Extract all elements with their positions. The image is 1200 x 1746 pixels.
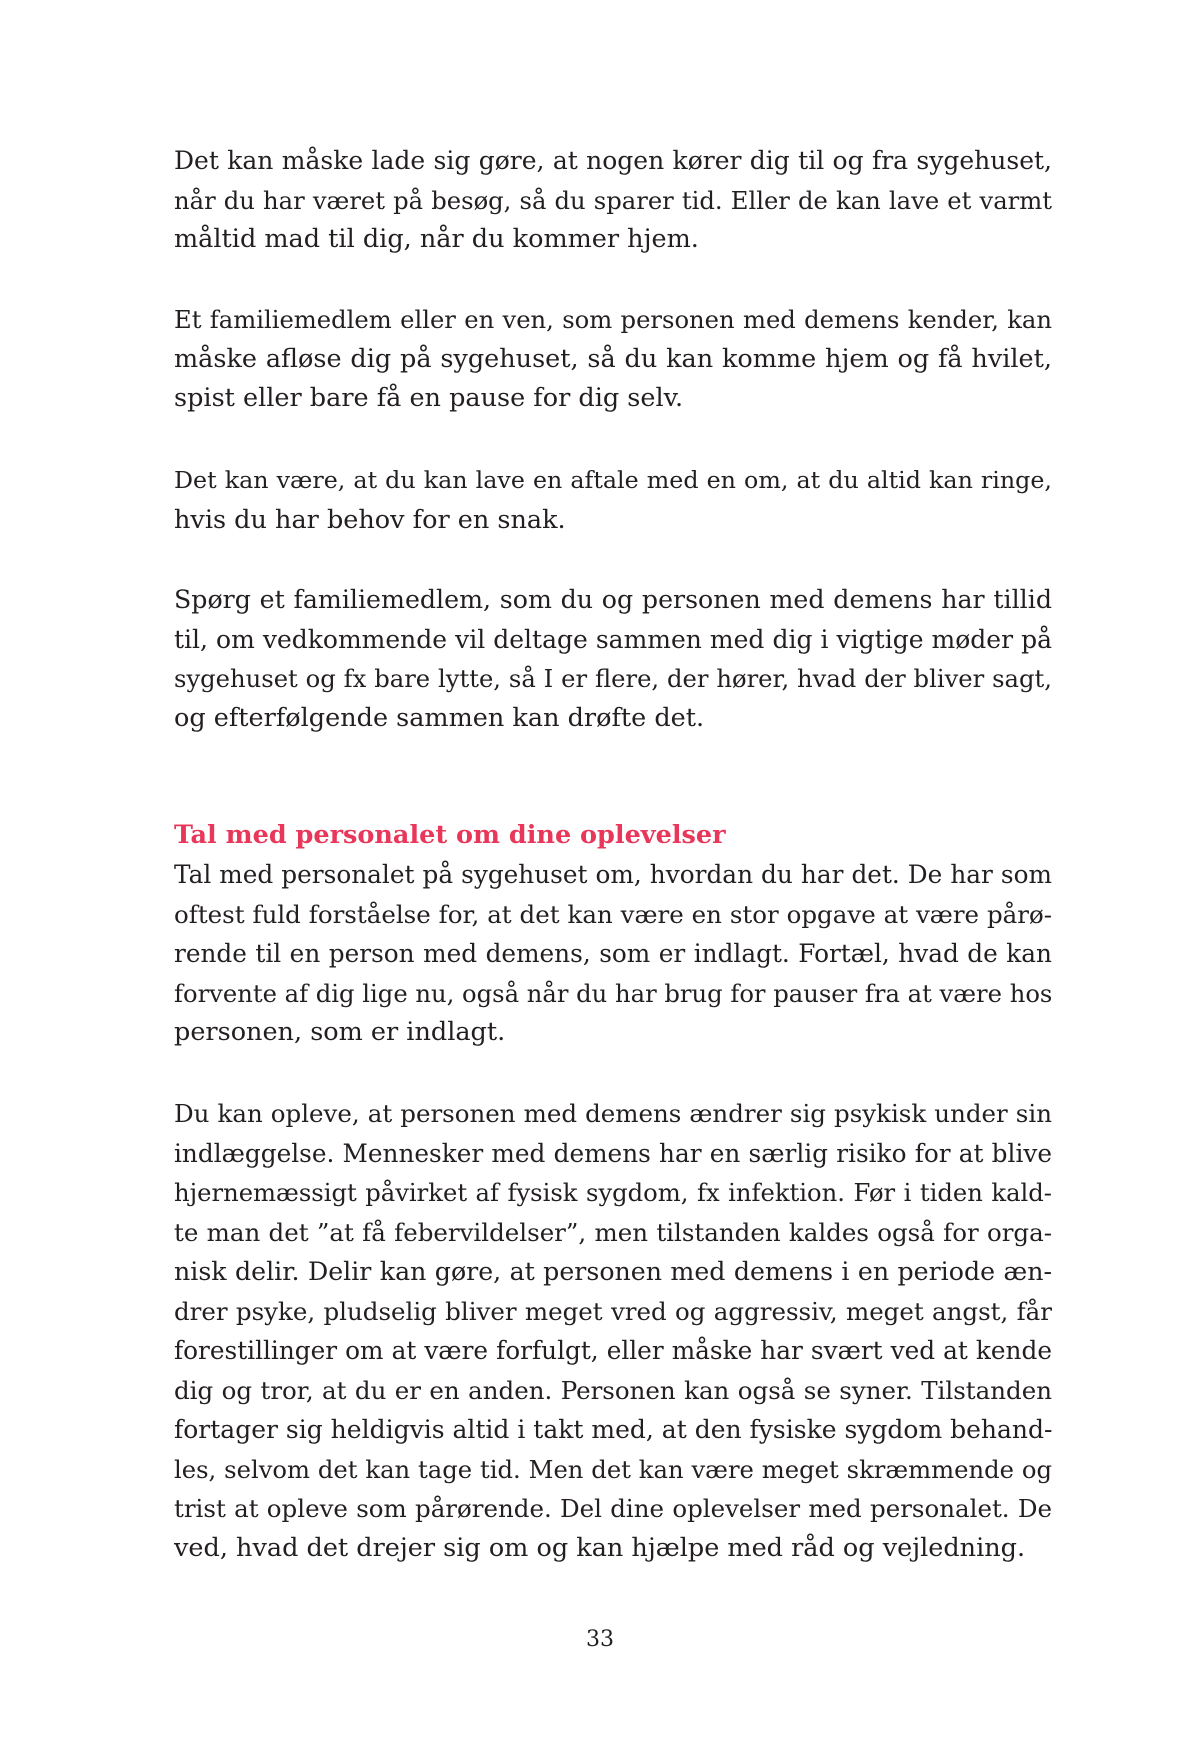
paragraph-3 [174, 461, 1052, 540]
paragraph-1-line-1: Det kan måske lade sig gøre, at nogen kører dig til og fra sygehuset, [174, 146, 1052, 175]
section-personale [174, 815, 1052, 1053]
paragraph-2 [174, 300, 1052, 419]
paragraph-6-line-1: Du kan opleve, at personen med demens ændrer sig psykisk under sin [174, 1099, 1052, 1128]
paragraph-4 [174, 580, 1052, 738]
paragraph-6-line-4: te man det ”at få febervildelser”, men tilstanden kaldes også for orga- [174, 1217, 1052, 1247]
paragraph-2-line-2: måske afløse dig på sygehuset, så du kan komme hjem og få hvilet, [174, 343, 1052, 374]
paragraph-5-line-5: personen, som er indlagt. [174, 1017, 506, 1047]
paragraph-6-line-2: indlæggelse. Mennesker med demens har en særlig risiko for at blive [174, 1138, 1052, 1168]
paragraph-6 [174, 1094, 1052, 1568]
paragraph-5-line-2: oftest fuld forståelse for, at det kan være en stor opgave at være pårø- [174, 899, 1052, 929]
paragraph-6-line-6: drer psyke, pludselig bliver meget vred og aggressiv, meget angst, får [174, 1296, 1052, 1326]
paragraph-6-line-12: ved, hvad det drejer sig om og kan hjælpe med råd og vejledning. [174, 1532, 1026, 1563]
paragraph-6-line-11: trist at opleve som pårørende. Del dine oplevelser med personalet. De [174, 1494, 1052, 1523]
paragraph-1-line-2: når du har været på besøg, så du sparer tid. Eller de kan lave et varmt [174, 185, 1052, 215]
paragraph-6-line-5: nisk delir. Delir kan gøre, at personen med demens i en periode æn- [174, 1257, 1052, 1286]
paragraph-6-line-7: forestillinger om at være forfulgt, eller måske har svært ved at kende [174, 1336, 1052, 1365]
paragraph-4-line-1: Spørg et familiemedlem, som du og personen med demens har tillid [174, 585, 1052, 614]
paragraph-1-line-3: måltid mad til dig, når du kommer hjem. [174, 224, 699, 254]
page-number: 33 [586, 1627, 614, 1652]
paragraph-6-line-3: hjernemæssigt påvirket af fysisk sygdom, fx infektion. Før i tiden kald- [174, 1178, 1052, 1207]
paragraph-6-line-9: fortager sig heldigvis altid i takt med, at den fysiske sygdom behand- [174, 1415, 1053, 1444]
paragraph-3-line-2: hvis du har behov for en snak. [174, 504, 566, 535]
paragraph-2-line-3: spist eller bare få en pause for dig selv. [174, 383, 684, 413]
paragraph-5-line-1: Tal med personalet på sygehuset om, hvordan du har det. De har som [174, 860, 1052, 889]
paragraph-4-line-2: til, om vedkommende vil deltage sammen med dig i vigtige møder på [174, 624, 1052, 654]
paragraph-2-line-1: Et familiemedlem eller en ven, som personen med demens kender, kan [174, 305, 1052, 334]
section-heading: Tal med personalet om dine oplevelser [174, 820, 726, 850]
paragraph-5-line-4: forvente af dig lige nu, også når du har brug for pauser fra at være hos [174, 978, 1053, 1008]
paragraph-6-line-10: les, selvom det kan tage tid. Men det kan være meget skræmmende og [174, 1454, 1052, 1484]
paragraph-3-line-1: Det kan være, at du kan lave en aftale med en om, at du altid kan ringe, [174, 466, 1052, 494]
paragraph-4-line-3: sygehuset og fx bare lytte, så I er flere, der hører, hvad der bliver sagt, [174, 664, 1052, 693]
paragraph-5-line-3: rende til en person med demens, som er indlagt. Fortæl, hvad de kan [174, 939, 1052, 968]
paragraph-1 [174, 141, 1052, 260]
paragraph-4-line-4: og efterfølgende sammen kan drøfte det. [174, 702, 705, 733]
paragraph-6-line-8: dig og tror, at du er en anden. Personen kan også se syner. Tilstanden [174, 1375, 1052, 1405]
